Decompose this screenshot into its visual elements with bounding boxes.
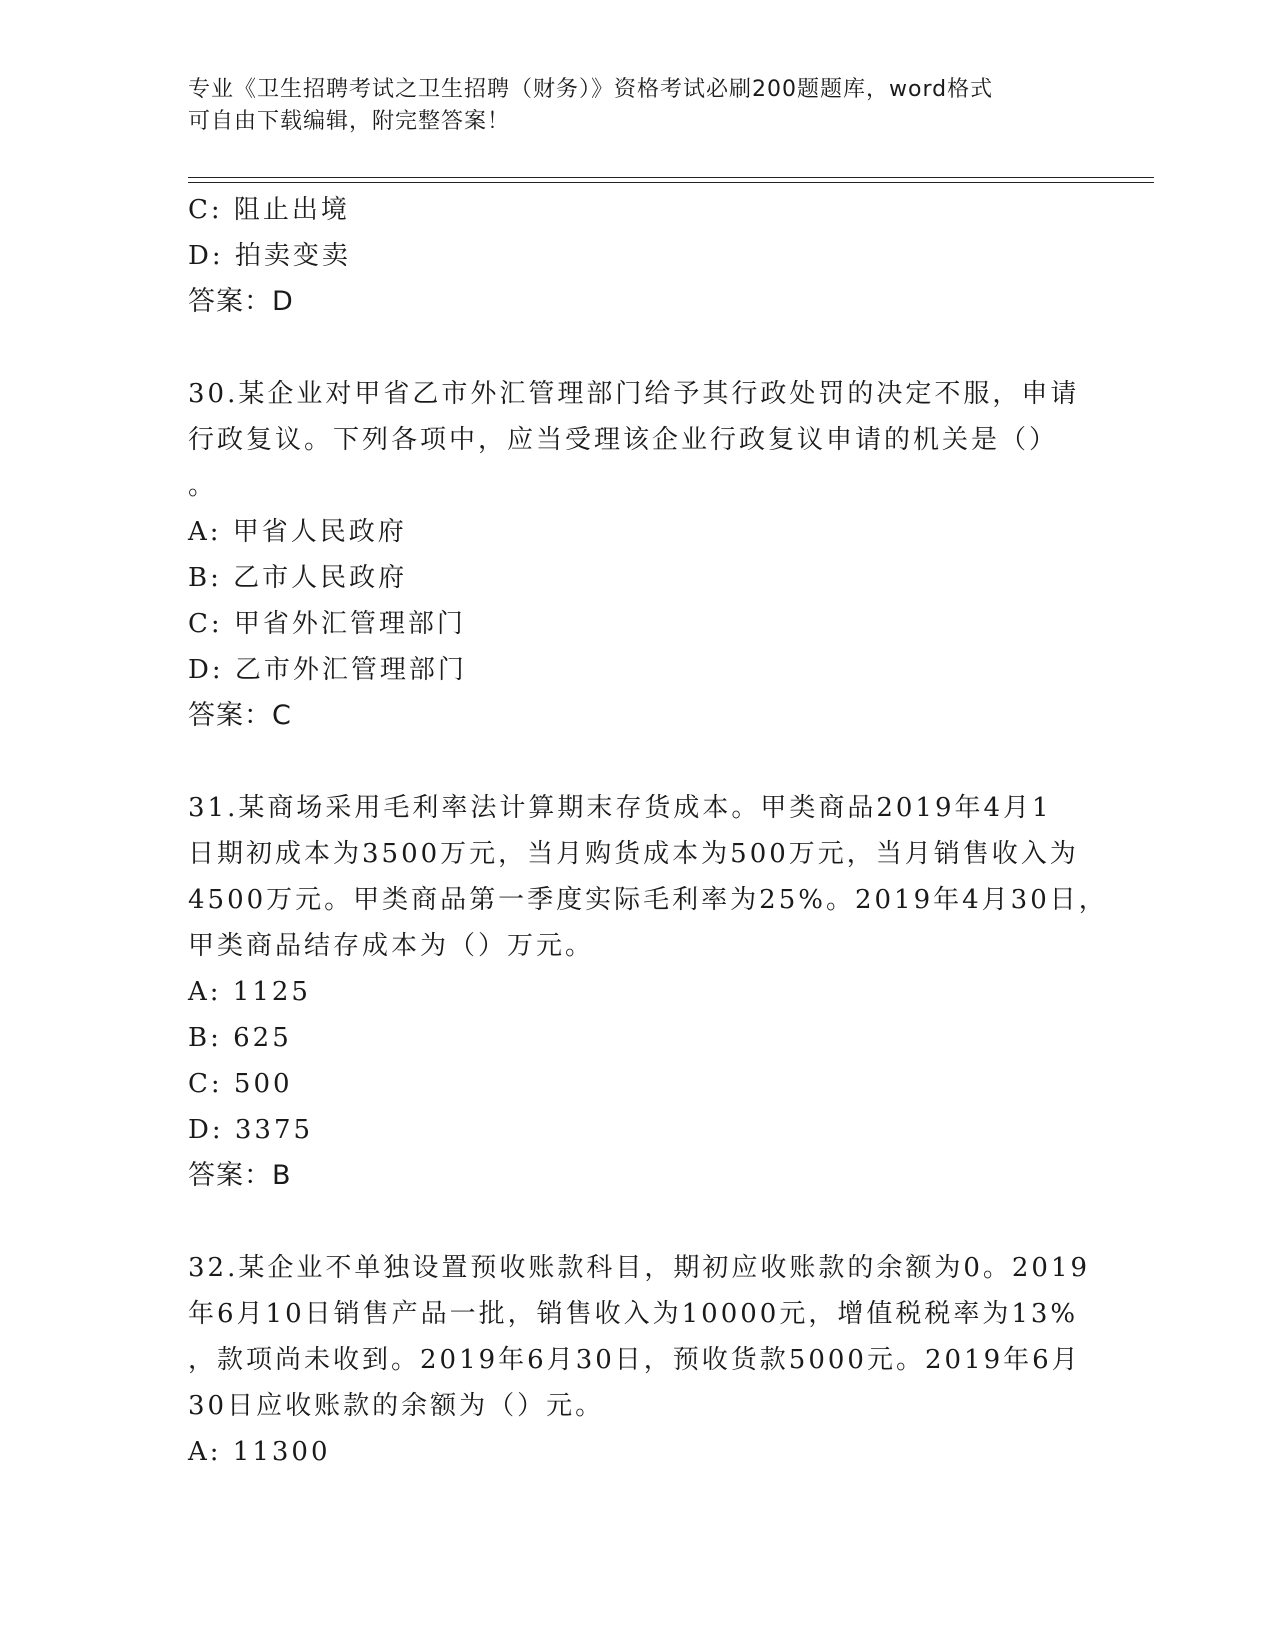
- answer: 答案：C: [188, 700, 292, 731]
- question-text-line: 30.某企业对甲省乙市外汇管理部门给予其行政处罚的决定不服，申请: [188, 379, 1080, 409]
- spacer: [188, 739, 1088, 785]
- option-c: C: 500: [188, 1069, 293, 1099]
- prev-question: [188, 187, 1088, 325]
- question-text-line: 日期初成本为3500万元，当月购货成本为500万元，当月销售收入为: [188, 839, 1079, 869]
- option-a: A: 甲省人民政府: [188, 517, 407, 547]
- header-rule-bottom: [188, 182, 1154, 183]
- question-text-line: ，款项尚未收到。2019年6月30日，预收货款5000元。2019年6月: [188, 1345, 1081, 1375]
- document-body: [188, 187, 1108, 1475]
- question-text-line: 甲类商品结存成本为（）万元。: [188, 931, 595, 961]
- option-c: C: 阻止出境: [188, 195, 350, 225]
- answer: 答案：B: [188, 1160, 292, 1191]
- option-a: A: 1125: [188, 977, 311, 1007]
- header-rule-top: [188, 177, 1154, 178]
- option-b: B: 乙市人民政府: [188, 563, 408, 593]
- option-d: D: 乙市外汇管理部门: [188, 655, 467, 685]
- question-text-line: 31.某商场采用毛利率法计算期末存货成本。甲类商品2019年4月1: [188, 793, 1052, 823]
- question-text-line: 年6月10日销售产品一批，销售收入为10000元，增值税税率为13%: [188, 1299, 1079, 1329]
- document-header: [188, 74, 1088, 138]
- option-a: A: 11300: [188, 1437, 331, 1467]
- header-line-2: 可自由下载编辑，附完整答案！: [188, 109, 511, 134]
- header-line-1: 专业《卫生招聘考试之卫生招聘（财务）》资格考试必刷200题题库，word格式: [188, 77, 994, 102]
- question-text-line: 4500万元。甲类商品第一季度实际毛利率为25%。2019年4月30日，: [188, 885, 1108, 915]
- spacer: [188, 1199, 1088, 1245]
- option-d: D: 拍卖变卖: [188, 241, 351, 271]
- spacer: [188, 325, 1088, 371]
- option-d: D: 3375: [188, 1115, 314, 1145]
- question-text-line: 。: [188, 471, 218, 501]
- option-b: B: 625: [188, 1023, 292, 1053]
- answer: 答案：D: [188, 286, 294, 317]
- question-text-line: 30日应收账款的余额为（）元。: [188, 1391, 605, 1421]
- question-30: [188, 371, 1088, 739]
- question-text-line: 行政复议。下列各项中，应当受理该企业行政复议申请的机关是（）: [188, 425, 1059, 455]
- question-text-line: 32.某企业不单独设置预收账款科目，期初应收账款的余额为0。2019: [188, 1253, 1091, 1283]
- question-31: [188, 785, 1108, 1199]
- option-c: C: 甲省外汇管理部门: [188, 609, 466, 639]
- question-32: [188, 1245, 1091, 1475]
